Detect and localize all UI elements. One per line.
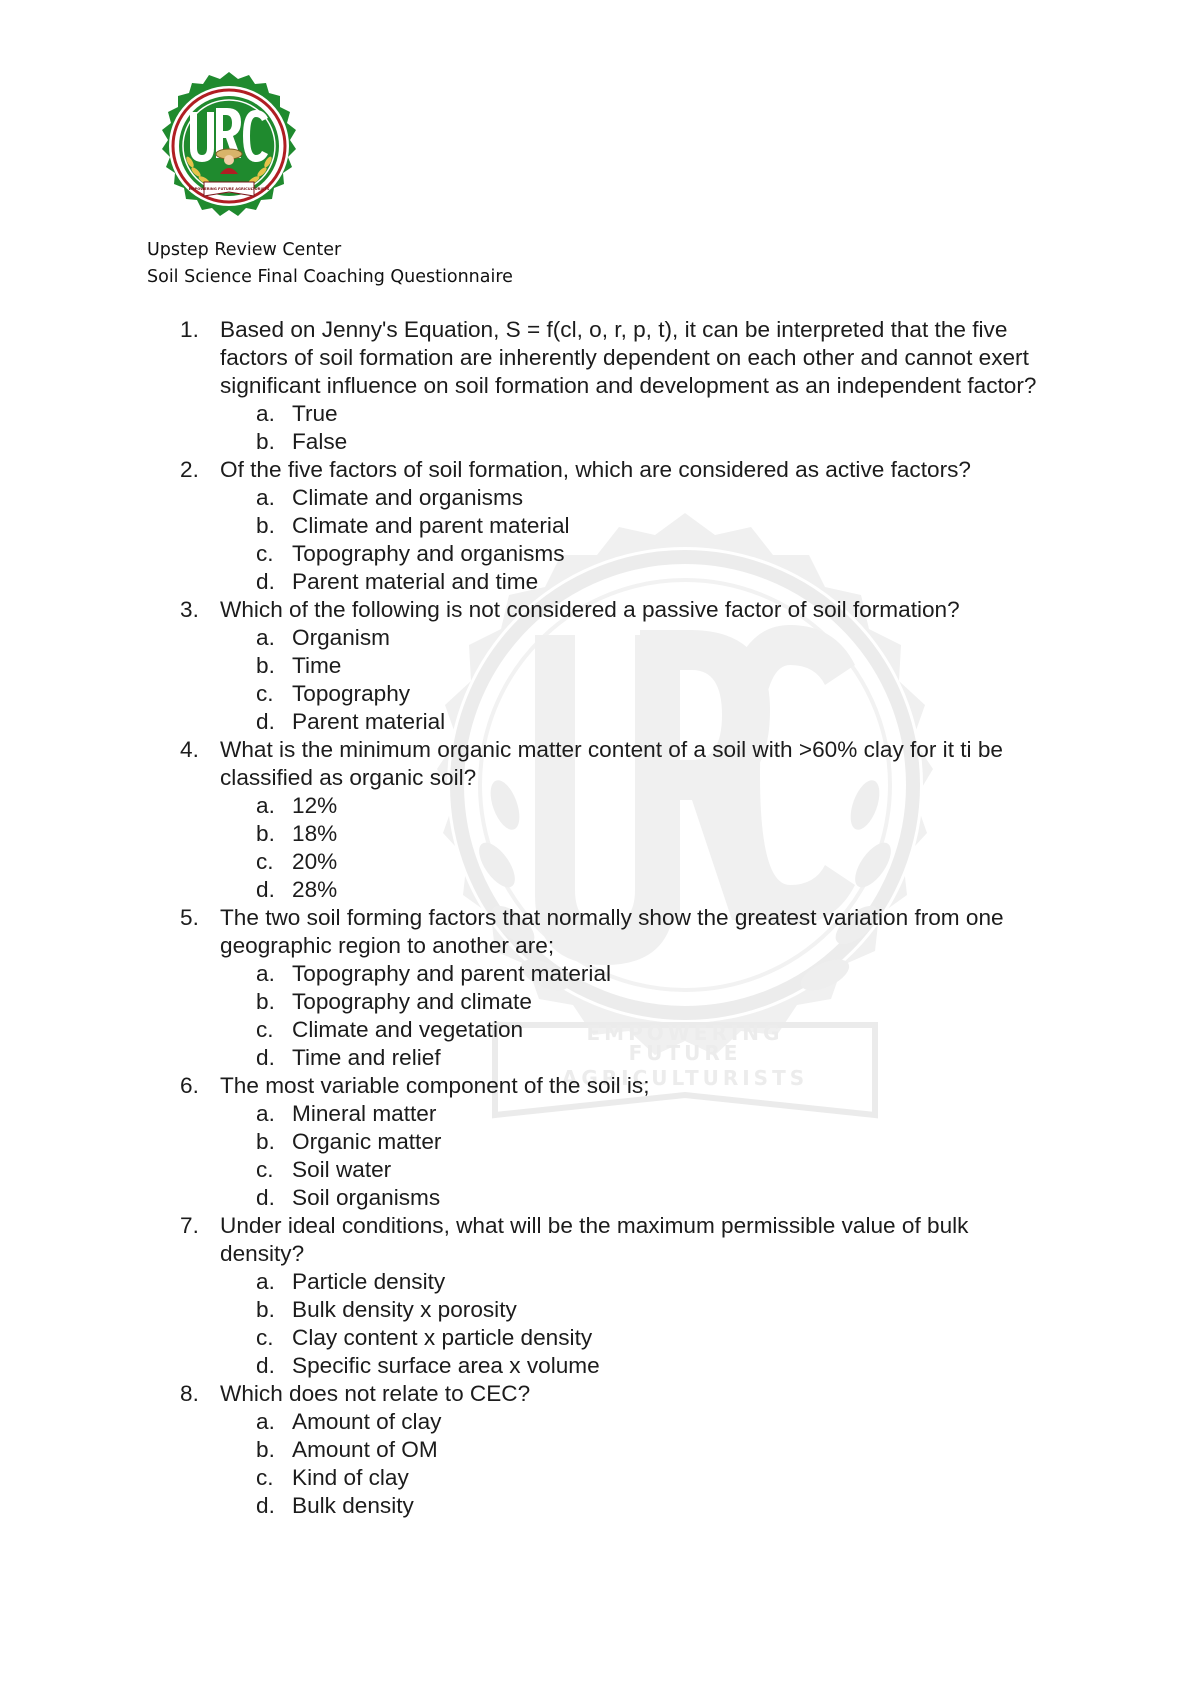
answer-option <box>180 1492 1040 1520</box>
answer-option <box>180 680 1040 708</box>
option-letter: d. <box>256 569 275 594</box>
answer-options <box>180 1100 1040 1212</box>
question-number: 8. <box>180 1381 199 1406</box>
answer-option <box>180 876 1040 904</box>
option-text: Time and relief <box>292 1045 441 1070</box>
option-letter: b. <box>256 1437 275 1462</box>
question-text: Based on Jenny's Equation, S = f(cl, o, r, p, t), it can be interpreted that the five factors of soil formation are inherently dependent on each other and cannot exert significant influence on soil formation and development as an independent factor? <box>220 317 1037 398</box>
option-text: Topography and parent material <box>292 961 612 986</box>
option-letter: a. <box>256 1269 275 1294</box>
option-letter: a. <box>256 961 275 986</box>
question-number: 1. <box>180 317 199 342</box>
option-letter: d. <box>256 1493 275 1518</box>
option-letter: b. <box>256 1297 275 1322</box>
question-list <box>180 316 1040 1520</box>
answer-option <box>180 1464 1040 1492</box>
option-text: Topography <box>292 681 411 706</box>
option-text: Specific surface area x volume <box>292 1353 600 1378</box>
answer-option <box>180 1436 1040 1464</box>
answer-option <box>180 652 1040 680</box>
answer-option <box>180 484 1040 512</box>
question-text: Which does not relate to CEC? <box>220 1381 531 1406</box>
document-title: Soil Science Final Coaching Questionnaire <box>147 267 513 287</box>
answer-option <box>180 792 1040 820</box>
option-text: Kind of clay <box>292 1465 409 1490</box>
option-letter: b. <box>256 989 275 1014</box>
answer-option <box>180 1044 1040 1072</box>
option-text: False <box>292 429 348 454</box>
answer-option <box>180 1324 1040 1352</box>
question-text: Which of the following is not considered a passive factor of soil formation? <box>220 597 960 622</box>
option-letter: d. <box>256 1045 275 1070</box>
option-text: Topography and climate <box>292 989 532 1014</box>
option-text: Bulk density <box>292 1493 414 1518</box>
option-letter: c. <box>256 1157 274 1182</box>
option-text: Bulk density x porosity <box>292 1297 517 1322</box>
question-number: 5. <box>180 905 199 930</box>
option-letter: d. <box>256 709 275 734</box>
option-text: Climate and organisms <box>292 485 524 510</box>
answer-options <box>180 484 1040 596</box>
question-item <box>180 1072 1040 1100</box>
answer-option <box>180 540 1040 568</box>
answer-option <box>180 1184 1040 1212</box>
question-number: 7. <box>180 1213 199 1238</box>
question-item <box>180 904 1040 960</box>
answer-option <box>180 1408 1040 1436</box>
watermark-line3: AGRICULTURISTS <box>561 1066 809 1090</box>
option-text: Climate and parent material <box>292 513 570 538</box>
watermark-line1: EMPOWERING <box>586 1021 784 1045</box>
question-number: 6. <box>180 1073 199 1098</box>
answer-options <box>180 1268 1040 1380</box>
option-letter: a. <box>256 1409 275 1434</box>
answer-option <box>180 428 1040 456</box>
option-text: Parent material <box>292 709 446 734</box>
answer-option <box>180 624 1040 652</box>
answer-options <box>180 624 1040 736</box>
option-text: 18% <box>292 821 338 846</box>
answer-option <box>180 1268 1040 1296</box>
option-letter: a. <box>256 793 275 818</box>
option-text: Organism <box>292 625 390 650</box>
question-text: Under ideal conditions, what will be the maximum permissible value of bulk density? <box>220 1213 969 1266</box>
answer-option <box>180 512 1040 540</box>
answer-option <box>180 1100 1040 1128</box>
question-number: 2. <box>180 457 199 482</box>
answer-option <box>180 1156 1040 1184</box>
answer-option <box>180 848 1040 876</box>
question-number: 4. <box>180 737 199 762</box>
question-text: The most variable component of the soil is; <box>220 1073 650 1098</box>
option-text: Amount of clay <box>292 1409 442 1434</box>
question-item <box>180 596 1040 624</box>
option-letter: a. <box>256 485 275 510</box>
option-text: Time <box>292 653 342 678</box>
option-letter: d. <box>256 877 275 902</box>
question-text: The two soil forming factors that normally show the greatest variation from one geographic region to another are; <box>220 905 1004 958</box>
option-text: Parent material and time <box>292 569 539 594</box>
answer-option <box>180 568 1040 596</box>
option-text: Clay content x particle density <box>292 1325 593 1350</box>
answer-options <box>180 1408 1040 1520</box>
option-text: Topography and organisms <box>292 541 565 566</box>
answer-option <box>180 1016 1040 1044</box>
option-text: Mineral matter <box>292 1101 437 1126</box>
option-letter: c. <box>256 1017 274 1042</box>
answer-option <box>180 1352 1040 1380</box>
question-item <box>180 1380 1040 1408</box>
option-text: Particle density <box>292 1269 446 1294</box>
option-letter: c. <box>256 849 274 874</box>
answer-option <box>180 1128 1040 1156</box>
option-letter: c. <box>256 1465 274 1490</box>
question-number: 3. <box>180 597 199 622</box>
option-letter: a. <box>256 401 275 426</box>
option-letter: b. <box>256 653 275 678</box>
option-letter: a. <box>256 625 275 650</box>
answer-option <box>180 400 1040 428</box>
option-text: Amount of OM <box>292 1437 438 1462</box>
question-item <box>180 1212 1040 1268</box>
answer-option <box>180 820 1040 848</box>
option-text: Organic matter <box>292 1129 442 1154</box>
option-letter: a. <box>256 1101 275 1126</box>
option-text: 12% <box>292 793 338 818</box>
option-text: Climate and vegetation <box>292 1017 524 1042</box>
logo-ribbon-text: EMPOWERING FUTURE AGRICULTURISTS <box>188 187 270 191</box>
option-letter: c. <box>256 681 274 706</box>
answer-option <box>180 1296 1040 1324</box>
option-text: Soil organisms <box>292 1185 441 1210</box>
answer-options <box>180 960 1040 1072</box>
question-text: What is the minimum organic matter content of a soil with >60% clay for it ti be classified as organic soil? <box>220 737 1003 790</box>
option-letter: c. <box>256 1325 274 1350</box>
option-letter: b. <box>256 1129 275 1154</box>
option-letter: b. <box>256 429 275 454</box>
option-letter: b. <box>256 513 275 538</box>
option-text: 20% <box>292 849 338 874</box>
option-text: True <box>292 401 338 426</box>
watermark-line2: FUTURE <box>628 1041 742 1065</box>
urc-logo <box>146 70 312 236</box>
answer-option <box>180 708 1040 736</box>
question-text: Of the five factors of soil formation, which are considered as active factors? <box>220 457 971 482</box>
answer-option <box>180 988 1040 1016</box>
document-header <box>147 237 513 291</box>
answer-options <box>180 400 1040 456</box>
answer-option <box>180 960 1040 988</box>
question-item <box>180 456 1040 484</box>
option-letter: d. <box>256 1353 275 1378</box>
organization-name: Upstep Review Center <box>147 240 342 260</box>
option-letter: c. <box>256 541 274 566</box>
option-text: Soil water <box>292 1157 392 1182</box>
option-text: 28% <box>292 877 338 902</box>
option-letter: b. <box>256 821 275 846</box>
question-item <box>180 316 1040 400</box>
answer-options <box>180 792 1040 904</box>
question-item <box>180 736 1040 792</box>
option-letter: d. <box>256 1185 275 1210</box>
